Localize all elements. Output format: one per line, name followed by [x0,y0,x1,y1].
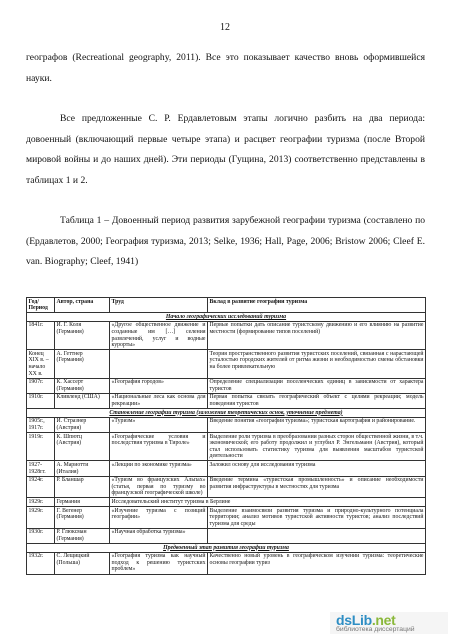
cell-author: Р. Глюксман (Германия) [55,528,110,543]
table-section-row [27,313,426,322]
dslib-tagline: библиотека диссертаций [336,626,415,633]
table-caption: Таблица 1 – Довоенный период развития зарубежной географии туризма (составлено по (Ердавлетов, 2000; География туризма, 2013; Selke, 1936; Hall, Page, 2006; Bristow 2006; Cleef E. van. Biography; Cleef, 1941) [26,215,425,267]
cell-work: «Изучение туризма с позиций географии» [110,507,208,529]
section-heading: Начало географических исследований туризма [27,313,426,322]
paragraph-periods: Все предложенные С. Р. Ердавлетовым этапы логично разбить на два периода: довоенный (включающий первые четыре этапа) и расцвет географии туризма (после Второй мировой войны и до наших дней). Эти периоды (Гущина, 2013) соответственно представлены в таблицах 1 и 2. [26,113,425,186]
cell-year: 1927-1928гг. [27,461,55,476]
cell-author: И. Стразнер (Австрия) [55,417,110,432]
cell-contribution: Выделение взаимосвязи развития туризма и природно-культурного потенциала территории; анализ мотивов туристской активности туристов; анализ последствий туризма для среды [209,507,424,527]
table-row [27,498,426,507]
cell-work: «Лекции по экономике туризма» [110,461,208,476]
header-contribution: Вклад в развитие географии туризма [208,298,426,313]
cell-contribution: Первая попытка связать географический объект с целями рекреации; модель поведения туристов [209,394,424,407]
cell-contribution [208,528,426,543]
page-number: 12 [220,22,230,33]
cell-contribution: Введение понятия «география туризма»; туристская картография и районирование. [208,417,426,432]
table-section-row [27,409,426,418]
cell-work: «Научная обработка туризма» [110,528,208,543]
cell-author: Кливленд (США) [55,393,110,408]
header-author: Автор, страна [55,298,110,313]
cell-year: 1929г. [27,498,55,507]
table-row [27,417,426,432]
section-heading: Предвоенный этап развития географии туризма [27,543,426,552]
table-row [27,433,426,461]
cell-year: 1919г. [27,433,55,461]
cell-year: 1930г. [27,528,55,543]
cell-author: С. Лещицкий (Польша) [55,552,110,574]
table-row [27,507,426,529]
cell-work: «Национальные леса как основа для рекреации» [111,394,206,407]
table-header-row [27,298,426,313]
cell-author: Г. Вегенер (Германия) [55,507,110,529]
cell-work [110,350,208,378]
cell-contribution: Введение термина «туристская промышленность» и описание необходимости развития инфраструктуры в местностях для туризма [208,476,426,498]
cell-author: Германия [55,498,110,507]
cell-author: К. Шпютц (Австрия) [55,433,110,461]
cell-author: К. Хассерт (Германия) [55,378,110,393]
cell-author: А. Геттнер (Германия) [55,350,110,378]
table-body [27,313,426,574]
cell-contribution: Исследовательский институт туризма в Берлине [110,498,426,507]
section-heading: Становление географии туризма (заложение теоретических основ, уточнение предмета) [27,409,426,418]
cell-author: А. Мариотти (Италия) [55,461,110,476]
table-section-row [27,543,426,552]
dslib-watermark [330,612,448,634]
cell-year: 1924г. [27,476,55,498]
cell-contribution: Заложил основу для исследования туризма [208,461,426,476]
cell-year: 1841г. [27,321,55,349]
table-row [27,552,426,574]
table-row [27,461,426,476]
cell-year: 1907г. [27,378,55,393]
cell-year: 1932г. [27,552,55,574]
cell-contribution: Первые попытки дать описание туристскому движению и его влиянию на развитие местности (формирование типов поселений) [208,321,426,349]
table-row [27,528,426,543]
table-row [27,321,426,349]
paragraph-intro: географов (Recreational geography, 2011). Все это показывает качество вновь оформившейся науки. [26,52,425,84]
header-year: Год/ Период [27,298,55,313]
cell-year: 1929г. [27,507,55,529]
header-work: Труд [110,298,208,313]
table-row [27,393,426,408]
cell-work: «Географические условия и последствия туризма в Тироле» [110,433,208,461]
table-row [27,476,426,498]
cell-work: «География городов» [110,378,208,393]
table-row [27,378,426,393]
cell-contribution: Качественно новый уровень в географическом изучении туризма: теоретические основы географии туриз [208,552,426,574]
cell-year: Конец XIX в. – начало XX в. [27,350,55,378]
table-row [27,350,426,378]
cell-author: Р. Бланшар [55,476,110,498]
cell-year: 1910г. [27,393,55,408]
cell-contribution: Определение специализации поселенческих единиц в зависимости от характера туристов [209,379,424,392]
cell-contribution: Выделение роли туризма в преобразовании разных сторон общественной жизни, в т.ч. экономической; его работу продолжил и углубил Р. Энгельманн (Австрия), который стал использовать статистику туризма для выявления масштабов туристской деятельности [209,433,424,460]
cell-work: «Туризм» [110,417,208,432]
cell-work: «Другое общественное движение и созданные им […] селения развлечений, услуг и водные курорты» [111,322,206,349]
dslib-logo: dsLib.net [336,612,396,628]
cell-work: «География туризма как научный подход к решению туристских проблем» [111,553,206,573]
cell-contribution: Теория пространственного развития туристских поселений, связанная с нарастающей усталостью городских жителей от ритма жизни и необходимостью смены обстановки на более привлекательную [208,350,426,378]
cell-author: И. Г. Коля (Германия) [55,321,110,349]
cell-work: «Туризм во французских Альпах» (статья, первая по туризму во французской географической школе) [111,477,206,497]
cell-year: 1905г., 1917г. [27,417,55,432]
tourism-geography-table [26,297,426,575]
